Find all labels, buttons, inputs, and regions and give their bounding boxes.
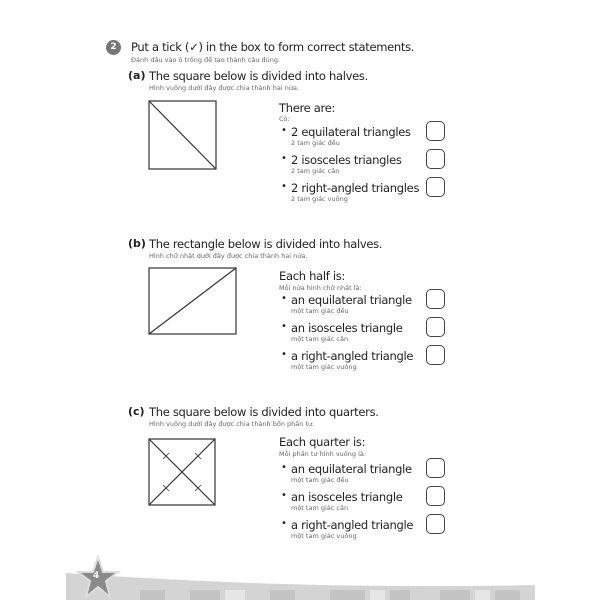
part-c-option-1-checkbox[interactable] [426,458,445,478]
part-c-option-2-sub: một tam giác cân [291,504,349,512]
part-c-subtitle: Hình vuông dưới đây được chia thành bốn phần tư. [149,420,315,428]
part-a-option-2-text: 2 isosceles triangles [291,153,402,167]
part-b-option-1-sub: một tam giác đều [291,307,349,315]
part-c-prompt-sub: Mỗi phần tư hình vuông là: [279,450,367,458]
part-a-title: The square below is divided into halves. [149,69,368,83]
bullet: • [281,462,287,473]
part-a-option-1-checkbox[interactable] [426,121,445,141]
part-b-option-3-checkbox[interactable] [426,345,445,365]
part-c-option-1-sub: một tam giác đều [291,476,349,484]
square-quarters-diagram [148,438,218,508]
part-b-label: (b) [128,237,146,250]
part-a-prompt: There are: [279,101,336,115]
bullet: • [281,490,287,501]
part-c-option-3-checkbox[interactable] [426,514,445,534]
part-a-option-1-sub: 2 tam giác đều [291,139,340,147]
part-b-option-2-text: an isosceles triangle [291,321,403,335]
bullet: • [281,349,287,360]
bullet: • [281,518,287,529]
part-a-option-3-checkbox[interactable] [426,177,445,197]
footer-banner [0,545,600,600]
part-b-option-1-checkbox[interactable] [426,289,445,309]
rectangle-halves-diagram [148,267,238,337]
bullet: • [281,321,287,332]
question-title: Put a tick (✓) in the box to form correct statements. [131,40,415,54]
part-c-option-3-sub: một tam giác vuông [291,532,357,540]
part-b-option-2-sub: một tam giác cân [291,335,349,343]
page-number: 4 [93,571,100,581]
part-a-option-3-sub: 2 tam giác vuông [291,195,348,203]
bullet: • [281,153,287,164]
part-c-option-2-checkbox[interactable] [426,486,445,506]
part-b-subtitle: Hình chữ nhật dưới đây được chia thành hai nửa. [149,252,308,260]
part-b-prompt-sub: Mỗi nửa hình chữ nhật là: [279,284,362,292]
part-a-option-3-text: 2 right-angled triangles [291,181,420,195]
square-halves-diagram [148,100,218,171]
part-c-option-2-text: an isosceles triangle [291,490,403,504]
bullet: • [281,125,287,136]
part-b-title: The rectangle below is divided into halves. [149,237,383,251]
part-b-option-3-text: a right-angled triangle [291,349,414,363]
part-a-label: (a) [128,69,146,82]
part-a-option-1-text: 2 equilateral triangles [291,125,411,139]
bullet: • [281,293,287,304]
question-number-badge: 2 [106,40,121,55]
part-a-subtitle: Hình vuông dưới đây được chia thành hai nửa. [149,84,300,92]
part-c-option-3-text: a right-angled triangle [291,518,414,532]
part-c-option-1-text: an equilateral triangle [291,462,412,476]
part-b-option-3-sub: một tam giác vuông [291,363,357,371]
part-a-prompt-sub: Có: [279,115,290,123]
part-a-option-2-sub: 2 tam giác cân [291,167,340,175]
part-b-prompt: Each half is: [279,269,345,283]
part-c-label: (c) [128,405,145,418]
question-subtitle: Đánh dấu vào ô trống để tạo thành câu đúng. [131,56,281,64]
part-c-title: The square below is divided into quarters. [149,405,379,419]
part-b-option-2-checkbox[interactable] [426,317,445,337]
bullet: • [281,181,287,192]
part-c-prompt: Each quarter is: [279,435,366,449]
part-b-option-1-text: an equilateral triangle [291,293,412,307]
part-a-option-2-checkbox[interactable] [426,149,445,169]
